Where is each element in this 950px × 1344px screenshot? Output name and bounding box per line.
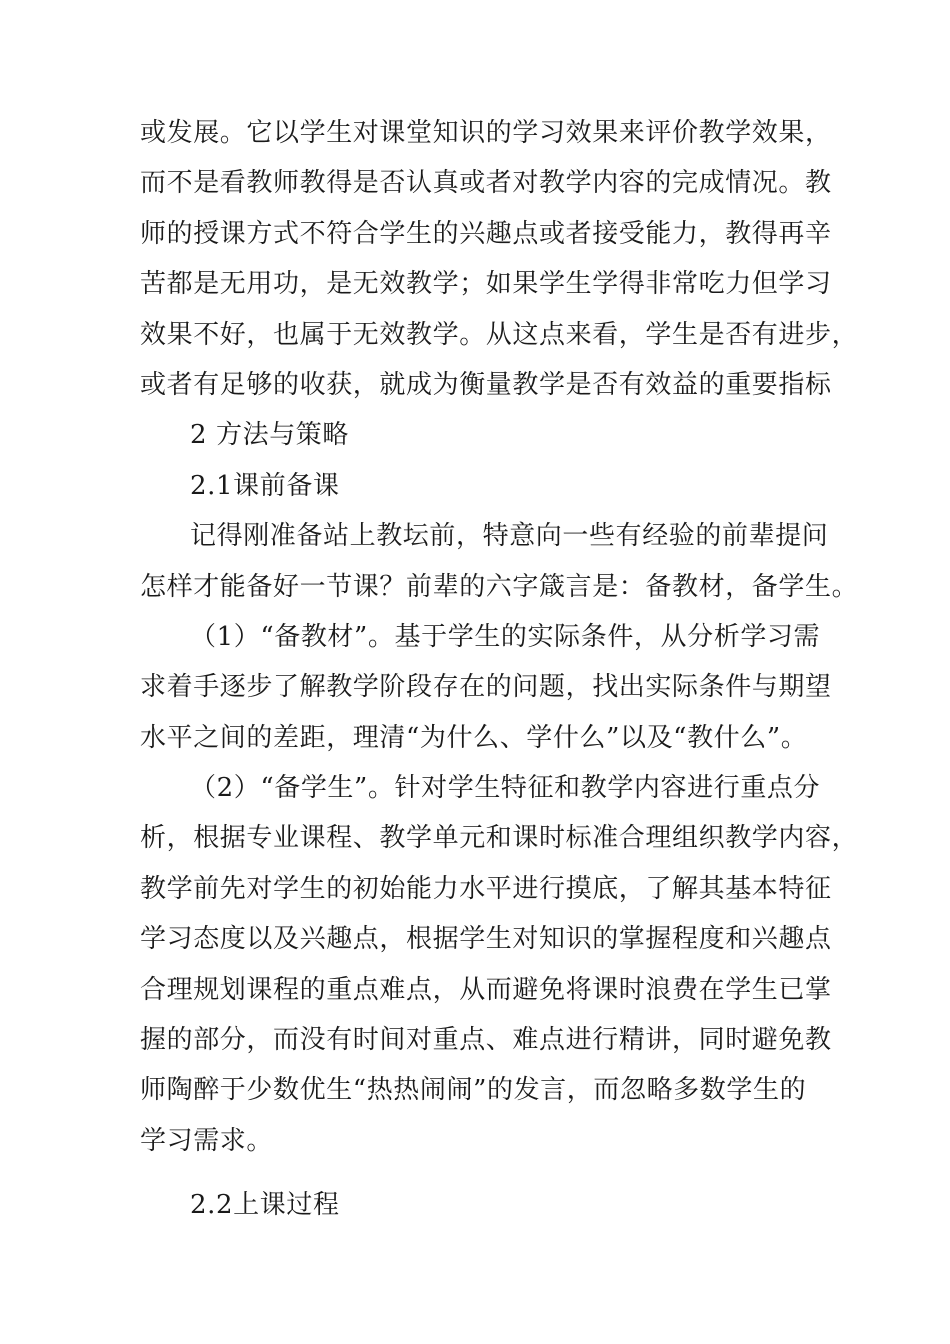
text-line: 师陶醉于少数优生“热热闹闹”的发言，而忽略多数学生的 [140,1075,807,1106]
text-line: 或者有足够的收获，就成为衡量教学是否有效益的重要指标 [140,369,832,400]
text-line: 或发展。它以学生对课堂知识的学习效果来评价教学效果， [140,118,832,148]
text-line: 求着手逐步了解教学阶段存在的问题，找出实际条件与期望 [140,672,832,703]
text-line: 而不是看教师教得是否认真或者对教学内容的完成情况。教 [140,168,832,199]
text-line: 苦都是无用功，是无效教学；如果学生学得非常吃力但学习 [140,269,832,300]
text-line: 握的部分，而没有时间对重点、难点进行精讲，同时避免教 [140,1025,832,1056]
text-line: （1）“备教材”。基于学生的实际条件，从分析学习需 [190,621,821,652]
text-line: 学习需求。 [140,1125,274,1156]
text-line: 合理规划课程的重点难点，从而避免将课时浪费在学生已掌 [140,974,832,1005]
section-heading-methods: 2 方法与策略 [190,420,350,451]
text-line: 教学前先对学生的初始能力水平进行摸底，了解其基本特征 [140,873,832,904]
spacer [140,1166,812,1180]
subsection-heading-class-process: 2.2上课过程 [190,1190,340,1221]
text-line: 怎样才能备好一节课？前辈的六字箴言是：备教材，备学生。 [140,571,859,602]
subsection-heading-preparation: 2.1课前备课 [190,470,340,501]
text-line: 水平之间的差距，理清“为什么、学什么”以及“教什么”。 [140,722,808,753]
paragraph-advice [140,511,859,612]
paragraph-evaluation [140,108,859,410]
text-line: 析，根据专业课程、教学单元和课时标准合理组织教学内容， [140,823,859,854]
text-line: 师的授课方式不符合学生的兴趣点或者接受能力，教得再辛 [140,218,832,249]
paragraph-prepare-students [140,763,859,1166]
text-line: （2）“备学生”。针对学生特征和教学内容进行重点分 [190,773,821,804]
text-line: 效果不好，也属于无效教学。从这点来看，学生是否有进步， [140,319,859,350]
document-body [140,108,859,1231]
paragraph-prepare-materials [140,612,832,763]
text-line: 学习态度以及兴趣点，根据学生对知识的掌握程度和兴趣点 [140,924,832,955]
text-line: 记得刚准备站上教坛前，特意向一些有经验的前辈提问 [190,521,829,552]
